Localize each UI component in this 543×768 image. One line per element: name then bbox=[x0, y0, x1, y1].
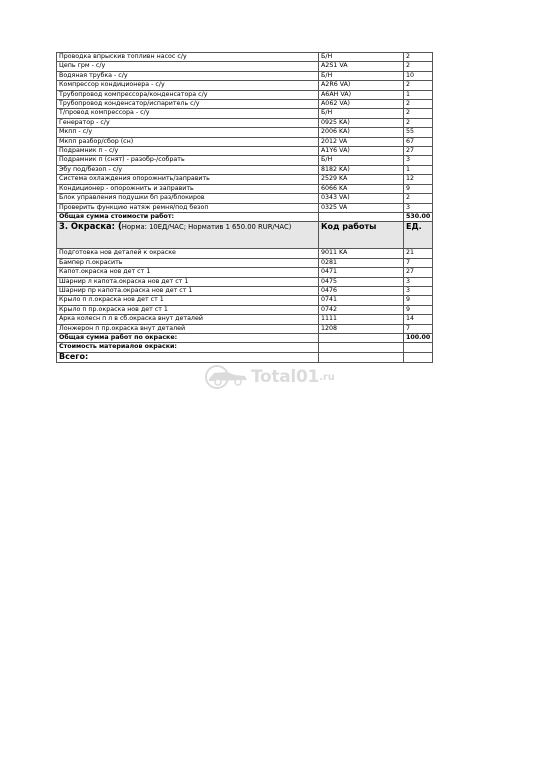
row-code-cell: 1111 bbox=[319, 315, 404, 324]
row-name-cell: Мкпп - с/у bbox=[57, 128, 319, 137]
row-name-cell: Подготовка нов деталей к окраске bbox=[57, 249, 319, 258]
row-name-cell: Водяная трубка - с/у bbox=[57, 71, 319, 80]
row-code-cell: Б/Н bbox=[319, 109, 404, 118]
row-code-cell: A1Y6 VA) bbox=[319, 147, 404, 156]
table-row bbox=[57, 203, 433, 212]
paint-materials-empty bbox=[319, 343, 404, 352]
section3-col-unit: ЕД. bbox=[404, 222, 433, 249]
row-code-cell: 9011 KA bbox=[319, 249, 404, 258]
row-name-cell: Проверить функцию натяж ремня/под безоп bbox=[57, 203, 319, 212]
total-paint-value: 100.00 bbox=[404, 333, 433, 342]
grand-total-value bbox=[404, 352, 433, 363]
row-qty-cell: 9 bbox=[404, 296, 433, 305]
row-code-cell: 0343 VA) bbox=[319, 194, 404, 203]
row-qty-cell: 27 bbox=[404, 147, 433, 156]
row-name-cell: Подрамник п (снят) - разобр-/собрать bbox=[57, 156, 319, 165]
table-row bbox=[57, 137, 433, 146]
row-code-cell: 0475 bbox=[319, 277, 404, 286]
row-qty-cell: 9 bbox=[404, 184, 433, 193]
row-name-cell: Крыло п пр.окраска нов дет ст 1 bbox=[57, 305, 319, 314]
row-name-cell: Система охлаждения опорожнить/заправить bbox=[57, 175, 319, 184]
row-name-cell: Цепь грм - с/у bbox=[57, 62, 319, 71]
section3-title-cell bbox=[57, 222, 319, 249]
watermark-tld: .ru bbox=[319, 371, 335, 383]
row-name-cell: Шарнир пр капота.окраска нов дет ст 1 bbox=[57, 286, 319, 295]
row-qty-cell: 7 bbox=[404, 258, 433, 267]
row-name-cell: Кондиционер - опорожнить и заправить bbox=[57, 184, 319, 193]
row-code-cell: 6066 KA bbox=[319, 184, 404, 193]
table-row bbox=[57, 109, 433, 118]
row-name-cell: Подрамник п - с/у bbox=[57, 147, 319, 156]
row-code-cell: A6AH VA) bbox=[319, 90, 404, 99]
row-code-cell: 2529 KA bbox=[319, 175, 404, 184]
row-qty-cell: 2 bbox=[404, 109, 433, 118]
section3-col-code: Код работы bbox=[319, 222, 404, 249]
table-row bbox=[57, 90, 433, 99]
table-row bbox=[57, 100, 433, 109]
row-qty-cell: 55 bbox=[404, 128, 433, 137]
row-qty-cell: 3 bbox=[404, 203, 433, 212]
row-qty-cell: 14 bbox=[404, 315, 433, 324]
total-works-value: 530.00 bbox=[404, 212, 433, 221]
row-qty-cell: 9 bbox=[404, 305, 433, 314]
row-qty-cell: 2 bbox=[404, 81, 433, 90]
table-row bbox=[57, 175, 433, 184]
table-row bbox=[57, 315, 433, 324]
estimate-table bbox=[56, 52, 433, 363]
row-code-cell: 0742 bbox=[319, 305, 404, 314]
row-name-cell: Арка колесн п л в сб.окраска внут деталей bbox=[57, 315, 319, 324]
row-qty-cell: 2 bbox=[404, 118, 433, 127]
total-paint-label: Общая сумма работ по окраске: bbox=[57, 333, 319, 342]
grand-total-label: Всего: bbox=[57, 352, 319, 363]
car-logo-icon bbox=[205, 362, 251, 392]
row-qty-cell: 2 bbox=[404, 53, 433, 62]
row-name-cell: Трубопровод компрессора/конденсатора с/у bbox=[57, 90, 319, 99]
total-works-empty bbox=[319, 212, 404, 221]
section3-header-row bbox=[57, 222, 433, 249]
row-name-cell: Трубопровод конденсатор/испаритель с/у bbox=[57, 100, 319, 109]
watermark-word: Total01 bbox=[251, 367, 320, 387]
table-row bbox=[57, 305, 433, 314]
table-row bbox=[57, 249, 433, 258]
table-row bbox=[57, 277, 433, 286]
row-name-cell: Проводка впрыскив топливн насос с/у bbox=[57, 53, 319, 62]
row-name-cell: Мкпп разбор/сбор (сн) bbox=[57, 137, 319, 146]
table-row bbox=[57, 71, 433, 80]
table-row bbox=[57, 286, 433, 295]
row-qty-cell: 2 bbox=[404, 194, 433, 203]
row-qty-cell: 2 bbox=[404, 100, 433, 109]
row-qty-cell: 3 bbox=[404, 156, 433, 165]
row-code-cell: A2S1 VA bbox=[319, 62, 404, 71]
row-code-cell: Б/Н bbox=[319, 156, 404, 165]
table-row bbox=[57, 53, 433, 62]
row-name-cell: Генератор - с/у bbox=[57, 118, 319, 127]
table-row bbox=[57, 62, 433, 71]
row-qty-cell: 21 bbox=[404, 249, 433, 258]
row-qty-cell: 3 bbox=[404, 286, 433, 295]
row-code-cell: 2006 KA) bbox=[319, 128, 404, 137]
total-works-label: Общая сумма стоимости работ: bbox=[57, 212, 319, 221]
paint-materials-row bbox=[57, 343, 433, 352]
table-row bbox=[57, 268, 433, 277]
table-row bbox=[57, 156, 433, 165]
row-name-cell: Эбу под/безоп - с/у bbox=[57, 165, 319, 174]
row-qty-cell: 67 bbox=[404, 137, 433, 146]
section3-norm: Норма: 10ЕД/ЧАС; Норматив 1 650.00 RUR/ЧАС) bbox=[121, 223, 292, 232]
row-name-cell: Лонжерон п пр.окраска внут деталей bbox=[57, 324, 319, 333]
table-row bbox=[57, 118, 433, 127]
table-row bbox=[57, 258, 433, 267]
table-row bbox=[57, 147, 433, 156]
table-row bbox=[57, 81, 433, 90]
table-row bbox=[57, 184, 433, 193]
row-code-cell: 8182 KA) bbox=[319, 165, 404, 174]
row-qty-cell: 3 bbox=[404, 277, 433, 286]
row-code-cell: Б/Н bbox=[319, 53, 404, 62]
row-name-cell: Т/провод компрессора - с/у bbox=[57, 109, 319, 118]
row-name-cell: Бампер п.окрасить bbox=[57, 258, 319, 267]
row-qty-cell: 1 bbox=[404, 90, 433, 99]
table-row bbox=[57, 296, 433, 305]
row-code-cell: 0325 VA bbox=[319, 203, 404, 212]
row-qty-cell: 27 bbox=[404, 268, 433, 277]
row-name-cell: Крыло п л.окраска нов дет ст 1 bbox=[57, 296, 319, 305]
table-row bbox=[57, 194, 433, 203]
row-name-cell: Шарнир л капота.окраска нов дет ст 1 bbox=[57, 277, 319, 286]
row-qty-cell: 12 bbox=[404, 175, 433, 184]
row-code-cell: 0281 bbox=[319, 258, 404, 267]
row-qty-cell: 10 bbox=[404, 71, 433, 80]
row-code-cell: A062 VA) bbox=[319, 100, 404, 109]
table-row bbox=[57, 165, 433, 174]
row-name-cell: Компрессор кондиционера - с/у bbox=[57, 81, 319, 90]
row-qty-cell: 7 bbox=[404, 324, 433, 333]
row-code-cell: 0741 bbox=[319, 296, 404, 305]
row-code-cell: 0476 bbox=[319, 286, 404, 295]
table-row bbox=[57, 324, 433, 333]
section3-title: 3. Окраска: ( bbox=[59, 221, 122, 232]
table-row bbox=[57, 128, 433, 137]
row-name-cell: Капот.окраска нов дет ст 1 bbox=[57, 268, 319, 277]
row-name-cell: Блок управления подушки бп раз/блокиров bbox=[57, 194, 319, 203]
estimate-table-body bbox=[57, 53, 433, 363]
row-code-cell: A2R6 VA) bbox=[319, 81, 404, 90]
paint-materials-value bbox=[404, 343, 433, 352]
row-code-cell: 0925 KA) bbox=[319, 118, 404, 127]
row-qty-cell: 1 bbox=[404, 165, 433, 174]
total-paint-empty bbox=[319, 333, 404, 342]
row-code-cell: 1208 bbox=[319, 324, 404, 333]
total-paint-row bbox=[57, 333, 433, 342]
watermark bbox=[205, 362, 335, 392]
row-code-cell: Б/Н bbox=[319, 71, 404, 80]
row-qty-cell: 2 bbox=[404, 62, 433, 71]
paint-materials-label: Стоимость материалов окраски: bbox=[57, 343, 319, 352]
total-works-row bbox=[57, 212, 433, 221]
row-code-cell: 2012 VA bbox=[319, 137, 404, 146]
row-code-cell: 0471 bbox=[319, 268, 404, 277]
